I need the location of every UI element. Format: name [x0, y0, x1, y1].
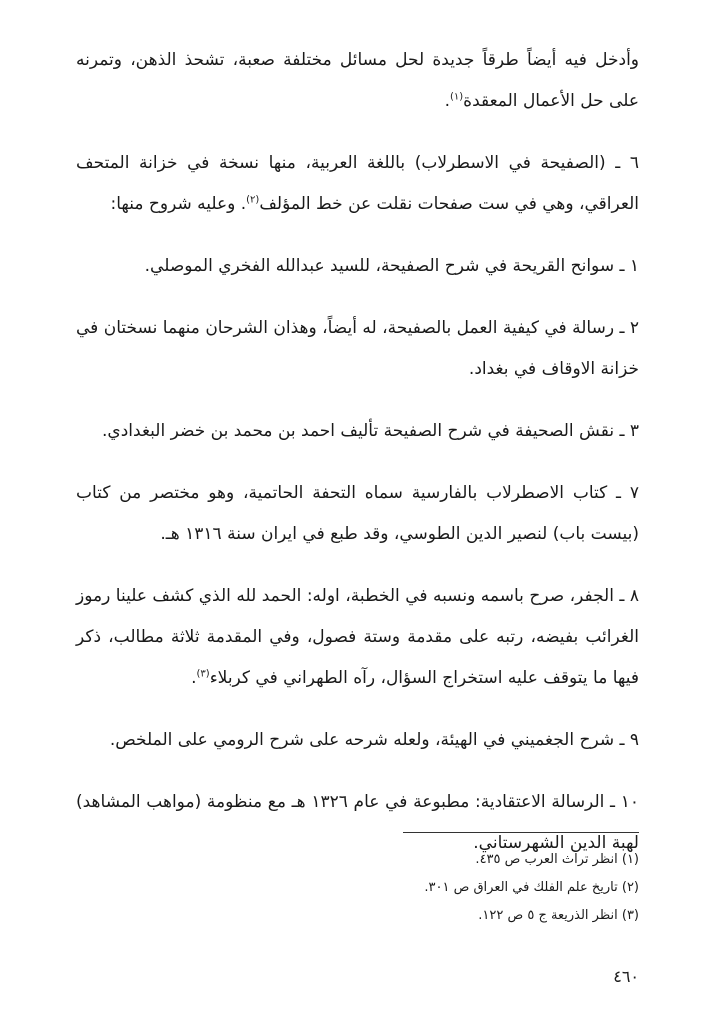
paragraph-text: ١ ـ سوانح القريحة في شرح الصفيحة، للسيد عبدالله الفخري الموصلي. [144, 256, 639, 276]
paragraph-text: ٦ ـ (الصفيحة في الاسطرلاب) باللغة العربية، منها نسخة في خزانة المتحف العراقي، وهي في ست صفحات نقلت عن خط المؤلف [76, 153, 639, 214]
paragraph-item-6 [76, 143, 639, 225]
paragraph-tail: . [444, 91, 450, 111]
page-number: ٤٦٠ [613, 967, 639, 986]
footnotes [76, 846, 639, 930]
paragraph-tail: . [191, 668, 197, 688]
paragraph-text: ٨ ـ الجفر، صرح باسمه ونسبه في الخطبة، اوله: الحمد لله الذي كشف علينا رموز الغرائب بفيضه، رتبه على مقدمة وستة فصول، وفي المقدمة ثلاثة مطالب، ذكر فيها ما يتوقف عليه استخراج السؤال، رآه الطهراني في كربلاء [76, 586, 639, 688]
footnote-marker: (١) [449, 91, 464, 103]
paragraph-text: ٣ ـ نقش الصحيفة في شرح الصفيحة تأليف احمد بن محمد بن خضر البغدادي. [102, 421, 639, 441]
paragraph-text: وأدخل فيه أيضاً طرقاً جديدة لحل مسائل مختلفة صعبة، تشحذ الذهن، وتمرنه على حل الأعمال المعقدة [76, 50, 639, 111]
paragraph-tail: . وعليه شروح منها: [110, 194, 247, 214]
paragraph-text: ٩ ـ شرح الجغميني في الهيئة، ولعله شرحه على شرح الرومي على الملخص. [109, 730, 639, 750]
footnote-1: (١) انظر تراث العرب ص ٤٣٥. [475, 852, 639, 867]
paragraph-commentary-1 [76, 246, 639, 287]
footnote-marker: (٣) [196, 668, 210, 680]
paragraph-text: ٢ ـ رسالة في كيفية العمل بالصفيحة، له أيضاً، وهذان الشرحان منهما نسختان في خزانة الاوقاف في بغداد. [76, 318, 639, 379]
body-text [76, 40, 639, 885]
footnote-marker: (٢) [246, 194, 260, 206]
footnote-3: (٣) انظر الذريعة ج ٥ ص ١٢٢. [478, 908, 639, 923]
paragraph-commentary-3 [76, 411, 639, 452]
footnote-divider [403, 832, 639, 833]
paragraph-intro [76, 40, 639, 122]
paragraph-item-9 [76, 720, 639, 761]
paragraph-item-7 [76, 473, 639, 555]
footnote-2: (٢) تاريخ علم الفلك في العراق ص ٣٠١. [424, 880, 639, 895]
paragraph-item-8 [76, 576, 639, 699]
paragraph-text: ٧ ـ كتاب الاصطرلاب بالفارسية سماه التحفة الحاتمية، وهو مختصر من كتاب (بيست باب) لنصير الدين الطوسي، وقد طبع في ايران سنة ١٣١٦ هـ. [76, 483, 639, 544]
paragraph-commentary-2 [76, 308, 639, 390]
paragraph-text: ١٠ ـ الرسالة الاعتقادية: مطبوعة في عام ١٣٢٦ هـ مع منظومة (مواهب المشاهد) لهبة الدين الشهرستاني. [76, 792, 639, 853]
